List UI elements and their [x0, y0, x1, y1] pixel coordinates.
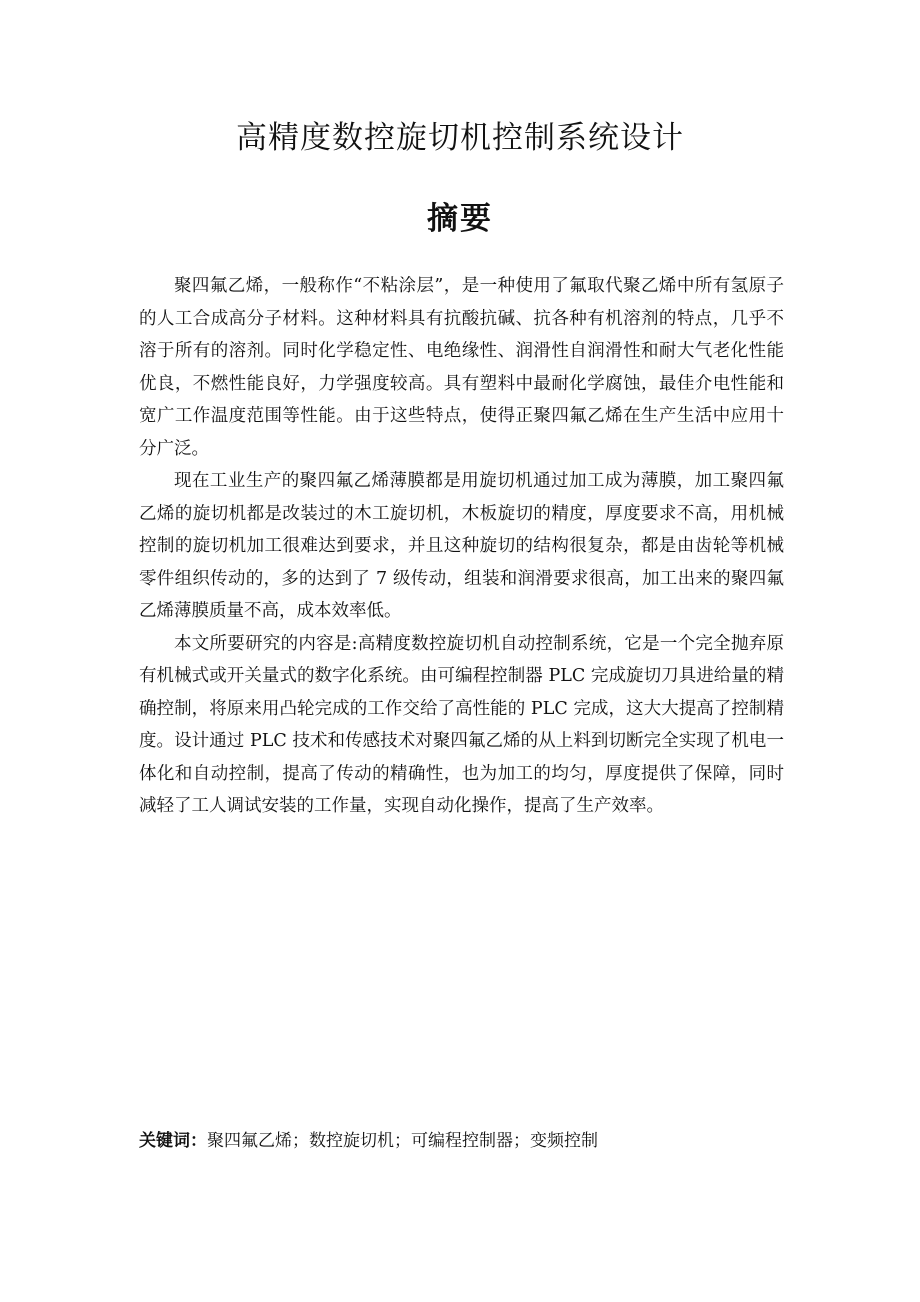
abstract-body	[139, 270, 784, 823]
abstract-paragraph: 聚四氟乙烯，一般称作“不粘涂层”，是一种使用了氟取代聚乙烯中所有氢原子的人工合成高分子材料。这种材料具有抗酸抗碱、抗各种有机溶剂的特点，几乎不溶于所有的溶剂。同时化学稳定性、电绝缘性、润滑性自润滑性和耐大气老化性能优良，不燃性能良好，力学强度较高。具有塑料中最耐化学腐蚀，最佳介电性能和宽广工作温度范围等性能。由于这些特点，使得正聚四氟乙烯在生产生活中应用十分广泛。	[139, 276, 784, 459]
keywords-line	[139, 1127, 784, 1155]
abstract-paragraph: 本文所要研究的内容是:高精度数控旋切机自动控制系统，它是一个完全抛弃原有机械式或开关量式的数字化系统。由可编程控制器 PLC 完成旋切刀具进给量的精确控制，将原来用凸轮完成的工作交给了高性能的 PLC 完成，这大大提高了控制精度。设计通过 PLC 技术和传感技术对聚四氟乙烯的从上料到切断完全实现了机电一体化和自动控制，提高了传动的精确性，也为加工的均匀，厚度提供了保障，同时减轻了工人调试安装的工作量，实现自动化操作，提高了生产效率。	[139, 633, 784, 816]
document-title: 高精度数控旋切机控制系统设计	[236, 120, 684, 156]
keywords-list: 聚四氟乙烯；数控旋切机；可编程控制器；变频控制	[207, 1131, 598, 1151]
abstract-heading: 摘要	[427, 201, 493, 237]
abstract-paragraph: 现在工业生产的聚四氟乙烯薄膜都是用旋切机通过加工成为薄膜，加工聚四氟乙烯的旋切机都是改装过的木工旋切机，木板旋切的精度，厚度要求不高，用机械控制的旋切机加工很难达到要求，并且这种旋切的结构很复杂，都是由齿轮等机械零件组织传动的，多的达到了 7 级传动，组装和润滑要求很高，加工出来的聚四氟乙烯薄膜质量不高，成本效率低。	[139, 471, 784, 621]
keywords-label: 关键词：	[139, 1131, 207, 1151]
